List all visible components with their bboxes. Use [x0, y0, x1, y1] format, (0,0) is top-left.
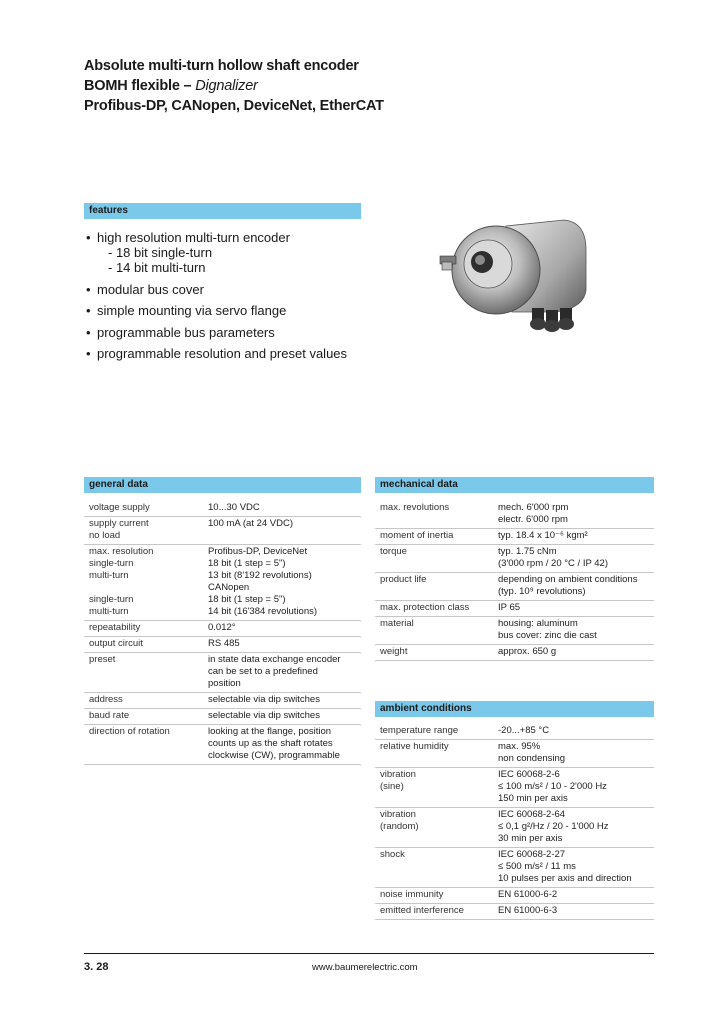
spec-row	[375, 601, 654, 617]
spec-value	[493, 808, 654, 848]
feature-text: simple mounting via servo flange	[97, 303, 287, 318]
spec-label-line: repeatability	[89, 622, 141, 633]
spec-label	[84, 725, 203, 765]
feature-text: programmable resolution and preset values	[97, 346, 348, 361]
feature-text: modular bus cover	[97, 281, 204, 297]
spec-value-line: position	[208, 678, 241, 689]
spec-row	[375, 904, 654, 920]
spec-value-line: electr. 6'000 rpm	[498, 514, 568, 525]
spec-value-line: (typ. 10⁹ revolutions)	[498, 586, 586, 597]
spec-label-line: max. protection class	[380, 602, 470, 613]
spec-value	[493, 724, 654, 740]
bullet-icon: •	[86, 303, 91, 318]
spec-label	[84, 653, 203, 693]
spec-row	[84, 517, 361, 545]
spec-label-line: max. resolution	[89, 546, 154, 557]
spec-label-line: (random)	[380, 821, 419, 832]
bullet-icon: •	[86, 346, 91, 361]
spec-value-line: CANopen	[208, 582, 250, 593]
spec-label	[375, 768, 493, 808]
spec-row	[84, 653, 361, 693]
spec-value-line: in state data exchange encoder	[208, 654, 341, 665]
spec-label-line: no load	[89, 530, 121, 541]
general-data-table	[84, 501, 361, 765]
spec-value-line: 100 mA (at 24 VDC)	[208, 518, 294, 529]
ambient-conditions-header: ambient conditions	[375, 701, 654, 717]
spec-label-line: noise immunity	[380, 889, 444, 900]
spec-value-line: 30 min per axis	[498, 833, 563, 844]
spec-value-line: bus cover: zinc die cast	[498, 630, 597, 641]
feature-subitem: - 18 bit single-turn	[108, 245, 213, 260]
spec-row	[84, 693, 361, 709]
page-title	[84, 56, 384, 116]
spec-label-line: baud rate	[89, 710, 130, 721]
spec-label	[84, 545, 203, 621]
spec-label	[375, 808, 493, 848]
spec-value	[203, 517, 361, 545]
mechanical-data-header: mechanical data	[375, 477, 654, 493]
title-line-3: Profibus-DP, CANopen, DeviceNet, EtherCAT	[84, 98, 384, 114]
spec-value	[493, 601, 654, 617]
spec-value	[203, 725, 361, 765]
spec-row	[375, 888, 654, 904]
spec-label-line: voltage supply	[89, 502, 150, 513]
spec-value-line: IP 65	[498, 602, 521, 613]
spec-value-line: max. 95%	[498, 741, 541, 752]
feature-item	[86, 346, 347, 361]
product-name: BOMH flexible –	[84, 78, 196, 94]
spec-label-line: single-turn	[89, 558, 134, 569]
feature-item	[86, 282, 347, 297]
spec-value-line: 13 bit (8'192 revolutions)	[208, 570, 312, 581]
mechanical-data-table	[375, 501, 654, 661]
spec-value-line: RS 485	[208, 638, 240, 649]
feature-text: high resolution multi-turn encoder	[97, 230, 290, 245]
spec-value-line: IEC 60068-2-27	[498, 849, 566, 860]
spec-value	[493, 888, 654, 904]
spec-row	[375, 545, 654, 573]
spec-value-line: 14 bit (16'384 revolutions)	[208, 606, 318, 617]
spec-value-line: non condensing	[498, 753, 566, 764]
spec-row	[375, 848, 654, 888]
spec-value-line: 10 pulses per axis and direction	[498, 873, 632, 884]
ambient-conditions-table	[375, 724, 654, 920]
spec-label-line: temperature range	[380, 725, 459, 736]
spec-value-line: (3'000 rpm / 20 °C / IP 42)	[498, 558, 608, 569]
spec-label-line: torque	[380, 546, 407, 557]
spec-value-line: 150 min per axis	[498, 793, 568, 804]
spec-value-line: counts up as the shaft rotates	[208, 738, 333, 749]
spec-label-line: material	[380, 618, 414, 629]
spec-value-line: IEC 60068-2-6	[498, 769, 560, 780]
spec-row	[375, 768, 654, 808]
spec-value-line: looking at the flange, position	[208, 726, 332, 737]
spec-label-line: address	[89, 694, 123, 705]
spec-label-line: vibration	[380, 769, 416, 780]
spec-label	[375, 724, 493, 740]
spec-label-line: vibration	[380, 809, 416, 820]
spec-row	[84, 725, 361, 765]
spec-value-line: clockwise (CW), programmable	[208, 750, 340, 761]
spec-value-line: selectable via dip switches	[208, 694, 320, 705]
spec-value	[493, 573, 654, 601]
spec-value	[203, 501, 361, 517]
spec-value-line: selectable via dip switches	[208, 710, 320, 721]
feature-item	[86, 230, 347, 275]
spec-label	[84, 709, 203, 725]
spec-row	[84, 545, 361, 621]
spec-label	[375, 740, 493, 768]
spec-value	[203, 693, 361, 709]
spec-value-line: -20...+85 °C	[498, 725, 550, 736]
spec-value-line: typ. 18.4 x 10⁻⁶ kgm²	[498, 530, 588, 541]
spec-row	[375, 501, 654, 529]
website-url: www.baumerelectric.com	[312, 962, 418, 973]
spec-label-line: direction of rotation	[89, 726, 170, 737]
spec-label	[375, 904, 493, 920]
spec-value	[203, 709, 361, 725]
spec-value-line: depending on ambient conditions	[498, 574, 638, 585]
feature-text: programmable bus parameters	[97, 324, 275, 340]
spec-value	[203, 621, 361, 637]
spec-value-line: 0.012°	[208, 622, 236, 633]
spec-label-line: emitted interference	[380, 905, 464, 916]
bullet-icon: •	[86, 324, 91, 340]
spec-row	[375, 724, 654, 740]
spec-label	[84, 501, 203, 517]
spec-label	[375, 573, 493, 601]
spec-value-line: Profibus-DP, DeviceNet	[208, 546, 308, 557]
spec-label	[375, 848, 493, 888]
spec-label-line: single-turn	[89, 594, 134, 605]
title-line-1: Absolute multi-turn hollow shaft encoder	[84, 58, 359, 74]
spec-label	[375, 645, 493, 661]
spec-value-line: ≤ 100 m/s² / 10 - 2'000 Hz	[498, 781, 607, 792]
spec-value-line: 18 bit (1 step = 5")	[208, 558, 286, 569]
spec-label-line: (sine)	[380, 781, 404, 792]
spec-value	[203, 637, 361, 653]
spec-label	[375, 501, 493, 529]
spec-row	[375, 617, 654, 645]
spec-label-line: moment of inertia	[380, 530, 454, 541]
spec-row	[84, 621, 361, 637]
spec-row	[375, 573, 654, 601]
spec-value	[493, 904, 654, 920]
spec-value-line: ≤ 0,1 g²/Hz / 20 - 1'000 Hz	[498, 821, 609, 832]
spec-label	[375, 601, 493, 617]
spec-row	[375, 529, 654, 545]
spec-label-line: multi-turn	[89, 606, 129, 617]
bullet-icon: •	[86, 281, 91, 297]
spec-value-line: housing: aluminum	[498, 618, 578, 629]
bullet-icon: •	[86, 230, 91, 245]
spec-value	[203, 653, 361, 693]
spec-label-line: relative humidity	[380, 741, 449, 752]
spec-label-line: preset	[89, 654, 116, 665]
spec-value-line: 10...30 VDC	[208, 502, 260, 513]
feature-item	[86, 325, 347, 340]
spec-row	[84, 709, 361, 725]
spec-value	[493, 529, 654, 545]
spec-value	[493, 740, 654, 768]
spec-value-line: EN 61000-6-2	[498, 889, 558, 900]
spec-value	[493, 848, 654, 888]
spec-value	[203, 545, 361, 621]
title-line-2	[84, 76, 384, 96]
spec-label	[375, 617, 493, 645]
spec-value	[493, 645, 654, 661]
footer-divider	[84, 953, 654, 954]
page-number: 3. 28	[84, 961, 109, 973]
spec-value-line: IEC 60068-2-64	[498, 809, 566, 820]
features-list	[86, 230, 347, 368]
general-data-header: general data	[84, 477, 361, 493]
features-header: features	[84, 203, 361, 219]
spec-label-line: weight	[380, 646, 408, 657]
feature-subitem: - 14 bit multi-turn	[108, 260, 206, 275]
feature-item	[86, 303, 347, 318]
spec-row	[375, 808, 654, 848]
spec-label	[375, 529, 493, 545]
spec-label-line: supply current	[89, 518, 149, 529]
spec-row	[375, 740, 654, 768]
spec-label-line: product life	[380, 574, 427, 585]
spec-value-line: typ. 1.75 cNm	[498, 546, 557, 557]
spec-row	[84, 637, 361, 653]
spec-value	[493, 501, 654, 529]
spec-label-line: max. revolutions	[380, 502, 450, 513]
spec-label-line: shock	[380, 849, 405, 860]
spec-value-line: 18 bit (1 step = 5")	[208, 594, 286, 605]
spec-label-line	[89, 582, 203, 594]
spec-label	[84, 517, 203, 545]
encoder-product-image	[436, 212, 612, 344]
spec-value-line: mech. 6'000 rpm	[498, 502, 569, 513]
spec-value-line: EN 61000-6-3	[498, 905, 558, 916]
spec-label	[84, 693, 203, 709]
spec-label	[375, 888, 493, 904]
spec-row	[375, 645, 654, 661]
spec-label-line: output circuit	[89, 638, 143, 649]
spec-label	[84, 637, 203, 653]
spec-value	[493, 768, 654, 808]
spec-label	[84, 621, 203, 637]
spec-label	[375, 545, 493, 573]
product-variant: Dignalizer	[195, 78, 258, 94]
spec-value	[493, 617, 654, 645]
spec-value	[493, 545, 654, 573]
spec-value-line: ≤ 500 m/s² / 11 ms	[498, 861, 576, 872]
spec-row	[84, 501, 361, 517]
spec-value-line: approx. 650 g	[498, 646, 557, 657]
spec-value-line: can be set to a predefined	[208, 666, 318, 677]
spec-label-line: multi-turn	[89, 570, 129, 581]
